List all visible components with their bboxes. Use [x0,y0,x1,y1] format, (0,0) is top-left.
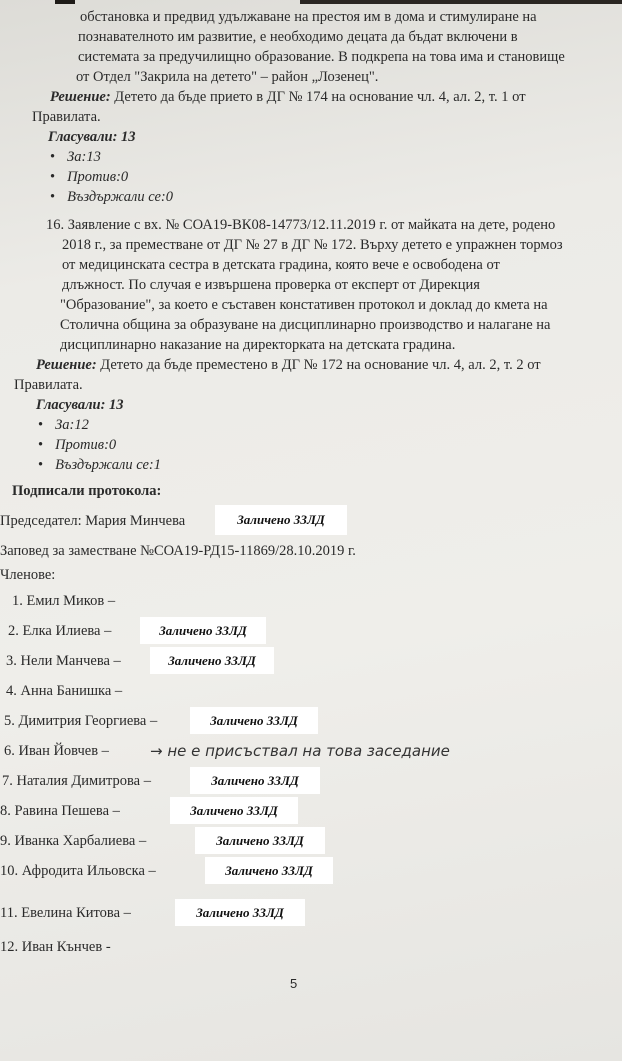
votes-heading: Гласували: 13 [48,129,136,145]
decision-label: Решение: [50,89,111,105]
votes-heading: Гласували: 13 [36,397,124,413]
vote-for: • За:12 [38,416,89,434]
member-row: 12. Иван Кънчев - [0,939,111,955]
text-line: 16. Заявление с вх. № СОА19-ВК08-14773/12.11.2019 г. от майката на дете, родено [46,217,556,233]
member-row: 8. Равина Пешева – [0,803,120,819]
text-line: 2018 г., за преместване от ДГ № 27 в ДГ № 172. Върху детето е упражнен тормоз [62,237,563,253]
redaction-box: Заличено ЗЗЛД [205,857,333,884]
member-row: 6. Иван Йовчев – [4,743,109,759]
decision-line [36,356,541,374]
page-corner-shadow [55,0,75,4]
vote-against: • Против:0 [50,168,128,186]
decision-text: Детето да бъде прието в ДГ № 174 на основание чл. 4, ал. 2, т. 1 от [114,89,526,105]
redaction-box: Заличено ЗЗЛД [190,707,318,734]
text-line: системата за предучилищно образование. В подкрепа на това има и становище [78,49,565,65]
member-row: 10. Афродита Ильовска – [0,863,156,879]
redaction-box: Заличено ЗЗЛД [175,899,305,926]
member-row: 9. Иванка Харбалиева – [0,833,147,849]
member-row: 3. Нели Манчева – [6,653,121,669]
vote-against: • Против:0 [38,436,116,454]
members-label: Членове: [0,567,56,583]
member-row: 2. Елка Илиева – [8,623,112,639]
vote-abstain: • Въздържали се:0 [50,188,173,206]
text-line: от медицинската сестра в детската градина, която вече е освободена от [62,257,500,273]
redaction-box: Заличено ЗЗЛД [140,617,266,644]
decision-text: Детето да бъде преместено в ДГ № 172 на основание чл. 4, ал. 2, т. 2 от [100,357,541,373]
member-row: 1. Емил Миков – [12,593,116,609]
signatures-heading: Подписали протокола: [12,483,162,499]
member-row: 7. Наталия Димитрова – [2,773,151,789]
table-background [300,0,622,4]
decision-label: Решение: [36,357,97,373]
chair-line: Председател: Мария Минчева [0,513,186,529]
text-line: Столична община за образуване на дисциплинарно производство и налагане на [60,317,551,333]
vote-for: • За:13 [50,148,101,166]
text-line: познавателното им развитие, е необходимо децата да бъдат включени в [78,29,518,45]
decision-line [50,88,526,106]
member-row: 11. Евелина Китова – [0,905,131,921]
redaction-box: Заличено ЗЗЛД [215,505,347,535]
text-line: обстановка и предвид удължаване на престоя им в дома и стимулиране на [80,9,537,25]
member-row: 5. Димитрия Георгиева – [4,713,158,729]
text-line: Правилата. [14,377,83,393]
text-line: Правилата. [32,109,101,125]
redaction-box: Заличено ЗЗЛД [170,797,298,824]
text-line: длъжност. По случая е извършена проверка от експерт от Дирекция [62,277,480,293]
text-line: "Образование", за което е съставен констативен протокол и доклад до кмета на [60,297,548,313]
redaction-box: Заличено ЗЗЛД [195,827,325,854]
redaction-box: Заличено ЗЗЛД [150,647,274,674]
handwritten-note: → не е присъствал на това заседание [150,742,450,760]
text-line: от Отдел "Закрила на детето" – район „Лозенец". [76,69,379,85]
member-row: 4. Анна Банишка – [6,683,123,699]
page-number: 5 [290,976,298,991]
order-line: Заповед за заместване №СОА19-РД15-11869/28.10.2019 г. [0,543,356,559]
text-line: дисциплинарно наказание на директорката на детската градина. [60,337,456,353]
redaction-box: Заличено ЗЗЛД [190,767,320,794]
vote-abstain: • Въздържали се:1 [38,456,161,474]
